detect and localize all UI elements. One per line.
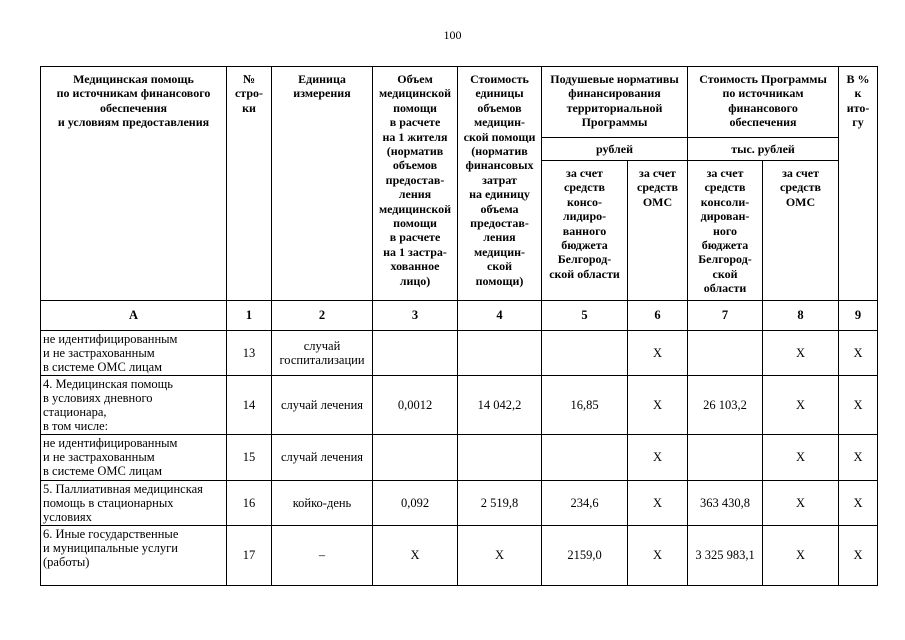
index-cell: А — [41, 301, 227, 331]
row-unit: койко-день — [272, 481, 373, 526]
row-per-capita-regional — [542, 435, 628, 481]
header-unit-thousand-rubles: тыс. рублей — [688, 138, 839, 161]
row-unit: случай лечения — [272, 435, 373, 481]
index-cell: 8 — [763, 301, 839, 331]
header-col-4: Стоимость единицы объемов медицин- ской помощи (норматив финансовых затрат на единицу объема предостав- ления медицин- ской помощи) — [458, 67, 542, 301]
row-cost-oms: Х — [763, 331, 839, 376]
row-cost-regional — [688, 435, 763, 481]
column-index-row — [41, 301, 878, 331]
row-unit: – — [272, 526, 373, 586]
table-row — [41, 526, 878, 586]
row-per-capita-regional: 2159,0 — [542, 526, 628, 586]
row-number: 16 — [227, 481, 272, 526]
index-cell: 5 — [542, 301, 628, 331]
header-group-cost: Стоимость Программы по источникам финансового обеспечения — [688, 67, 839, 138]
row-cost-regional: 26 103,2 — [688, 376, 763, 435]
row-volume — [373, 435, 458, 481]
row-volume: 0,092 — [373, 481, 458, 526]
row-per-capita-oms: Х — [628, 376, 688, 435]
table-row — [41, 481, 878, 526]
row-unit-cost: 2 519,8 — [458, 481, 542, 526]
header-group-per-capita: Подушевые нормативы финансирования территориальной Программы — [542, 67, 688, 138]
row-cost-oms: Х — [763, 376, 839, 435]
row-cost-regional: 363 430,8 — [688, 481, 763, 526]
header-col-9: В % к ито- гу — [839, 67, 878, 301]
row-volume — [373, 331, 458, 376]
header-col-6: за счет средств ОМС — [628, 161, 688, 301]
row-volume: 0,0012 — [373, 376, 458, 435]
row-number: 13 — [227, 331, 272, 376]
row-unit: случай лечения — [272, 376, 373, 435]
index-cell: 2 — [272, 301, 373, 331]
header-col-8: за счет средств ОМС — [763, 161, 839, 301]
row-volume: Х — [373, 526, 458, 586]
row-label: 4. Медицинская помощь в условиях дневного стационара, в том числе: — [41, 376, 227, 435]
row-cost-regional — [688, 331, 763, 376]
row-number: 17 — [227, 526, 272, 586]
row-unit-cost: 14 042,2 — [458, 376, 542, 435]
index-cell: 6 — [628, 301, 688, 331]
row-percent: Х — [839, 435, 878, 481]
index-cell: 1 — [227, 301, 272, 331]
row-percent: Х — [839, 526, 878, 586]
row-unit-cost — [458, 331, 542, 376]
row-percent: Х — [839, 481, 878, 526]
row-percent: Х — [839, 331, 878, 376]
index-cell: 9 — [839, 301, 878, 331]
table-row — [41, 376, 878, 435]
row-per-capita-regional: 16,85 — [542, 376, 628, 435]
row-per-capita-oms: Х — [628, 435, 688, 481]
index-cell: 3 — [373, 301, 458, 331]
header-col-7: за счет средств консоли- дирован- ного бюджета Белгород- ской области — [688, 161, 763, 301]
row-per-capita-oms: Х — [628, 481, 688, 526]
row-cost-oms: Х — [763, 526, 839, 586]
page-number: 100 — [443, 28, 462, 42]
row-unit: случай госпитализации — [272, 331, 373, 376]
header-col-1: № стро- ки — [227, 67, 272, 301]
header-col-3: Объем медицинской помощи в расчете на 1 жителя (норматив объемов предостав- ления медицинской помощи в расчете на 1 застра- хованное лицо) — [373, 67, 458, 301]
row-per-capita-oms: Х — [628, 526, 688, 586]
row-per-capita-regional — [542, 331, 628, 376]
row-per-capita-oms: Х — [628, 331, 688, 376]
row-percent: Х — [839, 376, 878, 435]
row-label: не идентифицированным и не застрахованным в системе ОМС лицам — [41, 435, 227, 481]
row-label: не идентифицированным и не застрахованным в системе ОМС лицам — [41, 331, 227, 376]
index-cell: 7 — [688, 301, 763, 331]
row-unit-cost — [458, 435, 542, 481]
header-row — [41, 67, 878, 138]
index-cell: 4 — [458, 301, 542, 331]
header-col-2: Единица измерения — [272, 67, 373, 301]
header-col-a: Медицинская помощь по источникам финансового обеспечения и условиям предоставления — [41, 67, 227, 301]
row-number: 14 — [227, 376, 272, 435]
row-unit-cost: Х — [458, 526, 542, 586]
header-unit-rubles: рублей — [542, 138, 688, 161]
financing-table — [40, 66, 878, 586]
row-cost-oms: Х — [763, 481, 839, 526]
row-per-capita-regional: 234,6 — [542, 481, 628, 526]
table-row — [41, 435, 878, 481]
row-number: 15 — [227, 435, 272, 481]
row-label: 6. Иные государственные и муниципальные услуги (работы) — [41, 526, 227, 586]
row-label: 5. Паллиативная медицинская помощь в стационарных условиях — [41, 481, 227, 526]
row-cost-regional: 3 325 983,1 — [688, 526, 763, 586]
header-col-5: за счет средств консо- лидиро- ванного бюджета Белгород- ской области — [542, 161, 628, 301]
row-cost-oms: Х — [763, 435, 839, 481]
table-row — [41, 331, 878, 376]
